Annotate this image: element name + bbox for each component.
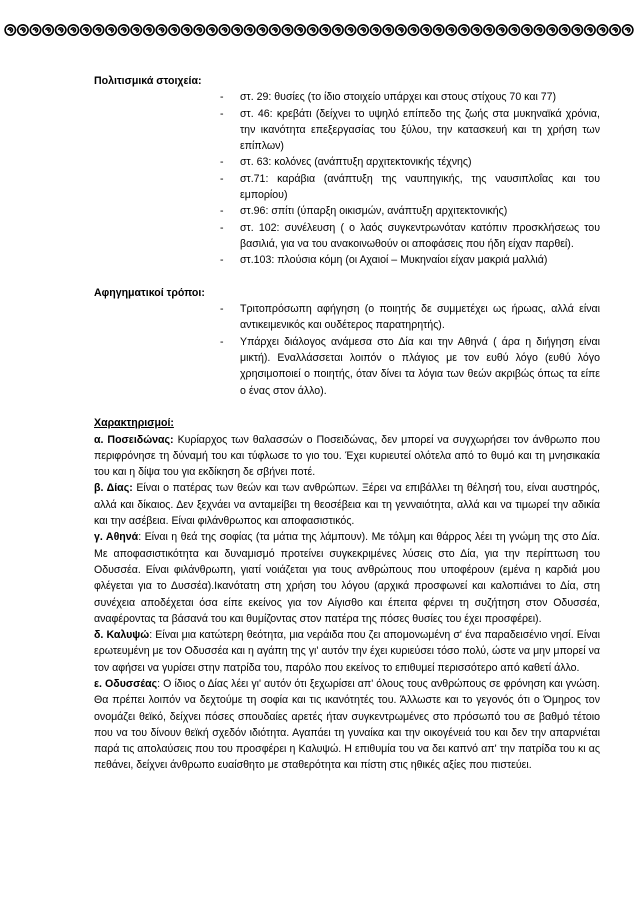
wave-spiral-icon xyxy=(358,25,368,35)
wave-spiral-icon xyxy=(509,25,519,35)
characterization-poseidon xyxy=(94,432,600,481)
characterizations-heading: Χαρακτηρισμοί: xyxy=(94,417,174,430)
wave-spiral-icon xyxy=(106,25,116,35)
cultural-item: - στ.103: πλούσια κόμη (οι Αχαιοί – Μυκηναίοι είχαν μακριά μαλλιά) xyxy=(222,252,600,268)
wave-spiral-icon xyxy=(371,25,381,35)
wave-spiral-icon xyxy=(194,25,204,35)
narrative-modes-list xyxy=(94,301,600,399)
wave-spiral-icon xyxy=(68,25,78,35)
wave-spiral-icon xyxy=(270,25,280,35)
cultural-item: - στ.71: καράβια (ανάπτυξη της ναυπηγικής, της ναυσιπλοΐας και του εμπορίου) xyxy=(222,171,600,204)
cultural-item: - στ.96: σπίτι (ύπαρξη οικισμών, ανάπτυξη αρχιτεκτονικής) xyxy=(222,203,600,219)
wave-spiral-icon xyxy=(18,25,28,35)
cultural-item: - στ. 63: κολόνες (ανάπτυξη αρχιτεκτονικής τέχνης) xyxy=(222,154,600,170)
cultural-item: - στ. 102: συνέλευση ( ο λαός συγκεντρωνόταν κατόπιν προσκλήσεως του βασιλιά, για να του ανακοινωθούν οι αποφάσεις που ήδη είχαν παρθεί). xyxy=(222,220,600,253)
wave-spiral-icon xyxy=(471,25,481,35)
wave-spiral-icon xyxy=(295,25,305,35)
wave-spiral-icon xyxy=(459,25,469,35)
wave-spiral-icon xyxy=(245,25,255,35)
wave-spiral-icon xyxy=(585,25,595,35)
wave-spiral-icon xyxy=(43,25,53,35)
decorative-wave-border xyxy=(4,22,634,38)
character-description: : Είναι μια κατώτερη θεότητα, μια νεράιδα που ζει απομονωμένη σ' ένα παραδεισένιο νησί. Είναι ερωτευμένη με τον Οδυσσέα και η αγάπη της γι' αυτόν την έχει κυριεύσει τόσο πολύ, ώστε να μην μπορεί να τον αφήσει να γυρίσει στην πατρίδα του, παρόλο που εκείνος το επιθυμεί περισσότερο από καθετί άλλο. xyxy=(94,629,600,674)
narrative-item: - Τριτοπρόσωπη αφήγηση (ο ποιητής δε συμμετέχει ως ήρωας, αλλά είναι αντικειμενικός και ουδέτερος παρατηρητής). xyxy=(222,301,600,334)
wave-spiral-icon xyxy=(119,25,129,35)
wave-spiral-icon xyxy=(333,25,343,35)
narrative-modes-heading: Αφηγηματικοί τρόποι: xyxy=(94,286,205,299)
characterization-athena xyxy=(94,529,600,627)
wave-spiral-icon xyxy=(408,25,418,35)
character-label: β. Δίας: xyxy=(94,482,133,495)
wave-spiral-icon xyxy=(93,25,103,35)
wave-spiral-icon xyxy=(572,25,582,35)
wave-spiral-icon xyxy=(308,25,318,35)
wave-spiral-icon xyxy=(383,25,393,35)
wave-spiral-icon xyxy=(30,25,40,35)
wave-spiral-icon xyxy=(5,25,15,35)
wave-spiral-icon xyxy=(156,25,166,35)
wave-spiral-icon xyxy=(610,25,620,35)
wave-spiral-icon xyxy=(81,25,91,35)
wave-spiral-icon xyxy=(169,25,179,35)
character-label: α. Ποσειδώνας: xyxy=(94,433,174,446)
wave-spiral-icon xyxy=(547,25,557,35)
cultural-item: - στ. 46: κρεβάτι (δείχνει το υψηλό επίπεδο της ζωής στα μυκηναϊκά χρόνια, την ικανότητα επεξεργασίας του ξύλου, την κατασκευή και τη χρήση των επίπλων) xyxy=(222,106,600,155)
wave-spiral-icon xyxy=(597,25,607,35)
characterization-zeus xyxy=(94,480,600,529)
wave-spiral-icon xyxy=(434,25,444,35)
character-description: : Είναι η θεά της σοφίας (τα μάτια της λάμπουν). Με τόλμη και θάρρος λέει τη γνώμη της στο Δία. Με αποφασιστικότητα και δυναμισμό προτείνει συγκεκριμένες λύσεις στο Δία, για την περίπτωση του Οδυσσέα. Είναι φιλάνθρωπη, γιατί νοιάζεται για τους ανθρώπους που υποφέρουν (εμένα η καρδιά μου φλέγεται για το Δυσσέα).Ικανότατη στη χρήση του λόγου (αρχικά προσφωνεί και καλοπιάνει το Δία, στη συνέχεια αποδέχεται όσα είπε εκείνος για τον Αίγισθο και έπειτα φέρνει τη συζήτηση στον Οδυσσέα, αναφέροντας τα βάσανά του και θυμίζοντας στον πατέρα της πόσες θυσίες του έχει προσφέρει). xyxy=(94,531,601,625)
wave-spiral-icon xyxy=(219,25,229,35)
wave-spiral-icon xyxy=(396,25,406,35)
wave-spiral-icon xyxy=(345,25,355,35)
wave-spiral-icon xyxy=(534,25,544,35)
wave-spiral-icon xyxy=(446,25,456,35)
wave-spiral-icon xyxy=(320,25,330,35)
cultural-elements-heading: Πολιτισμικά στοιχεία: xyxy=(94,75,202,87)
character-description: Είναι ο πατέρας των θεών και των ανθρώπων. Ξέρει να επιβάλλει τη θέλησή του, είναι αυστηρός, αλλά και δίκαιος. Δεν ξεχνάει να ανταμείβει τη θεοσέβεια και τη γενναιότητα, αλλά και να τιμωρεί την αδικία και την ασέβεια. Είναι φιλάνθρωπος και αποφασιστικός. xyxy=(94,482,600,528)
wave-spiral-icon xyxy=(232,25,242,35)
cultural-elements-list xyxy=(94,89,600,268)
wave-spiral-icon xyxy=(623,25,633,35)
wave-spiral-icon xyxy=(207,25,217,35)
wave-spiral-icon xyxy=(131,25,141,35)
wave-spiral-icon xyxy=(257,25,267,35)
wave-spiral-icon xyxy=(282,25,292,35)
document-body xyxy=(94,73,600,774)
characterization-odysseus xyxy=(94,676,600,774)
wave-spiral-icon xyxy=(56,25,66,35)
wave-spiral-icon xyxy=(497,25,507,35)
character-description: : Ο ίδιος ο Δίας λέει γι' αυτόν ότι ξεχωρίσει απ' όλους τους ανθρώπους σε φρόνηση και γνώση. Θα πρέπει λοιπόν να δεχτούμε τη σοφία και τις ικανότητές του. Άλλωστε και το γεγονός ότι ο Όμηρος τον ονομάζει θεϊκό, δείχνει πόσες σπουδαίες αρετές ήταν συγκεντρωμένες στο πρόσωπό του σε βαθμό τέτοιο που να του δίνουν θεϊκή σχεδόν ιδιότητα. Αγαπάει τη γυναίκα και την οικογένειά του και δεν την απαρνιέται παρά τις απολαύσεις που του προσφέρει η Καλυψώ. Η επιθυμία του να δει καπνό απ' την πατρίδα του κι ας πεθάνει, δείχνει άνθρωπο ευαίσθητο με σταθερότητα και πίστη στις ηθικές αξίες που πιστεύει. xyxy=(94,677,600,772)
wave-spiral-icon xyxy=(522,25,532,35)
wave-spiral-icon xyxy=(484,25,494,35)
narrative-item: - Υπάρχει διάλογος ανάμεσα στο Δία και την Αθηνά ( άρα η διήγηση είναι μικτή). Εναλλάσσεται λοιπόν ο πλάγιος με τον ευθύ λόγο (ευθύ λόγο χρησιμοποιεί ο ποιητής, όταν δίνει τα λόγια των θεών ακριβώς όπως τα είπε ο ένας στον άλλο). xyxy=(222,334,600,399)
wave-spiral-icon xyxy=(421,25,431,35)
character-label: γ. Αθηνά xyxy=(94,531,139,544)
wave-spiral-icon xyxy=(182,25,192,35)
character-label: ε. Οδυσσέας xyxy=(94,677,158,690)
wave-spiral-icon xyxy=(144,25,154,35)
cultural-item: - στ. 29: θυσίες (το ίδιο στοιχείο υπάρχει και στους στίχους 70 και 77) xyxy=(222,89,600,105)
character-description: Κυρίαρχος των θαλασσών ο Ποσειδώνας, δεν μπορεί να συγχωρήσει τον άνθρωπο που περιφρόνησε τη δύναμή του και τύφλωσε το γιο του. Έχει κυριευτεί ολότελα από το θυμό και τη μνησικακία του και η δίψα του για εκδίκηση δε σβήνει ποτέ. xyxy=(94,433,601,479)
characterization-calypso xyxy=(94,627,600,676)
wave-spiral-icon xyxy=(560,25,570,35)
character-label: δ. Καλυψώ xyxy=(94,629,150,642)
